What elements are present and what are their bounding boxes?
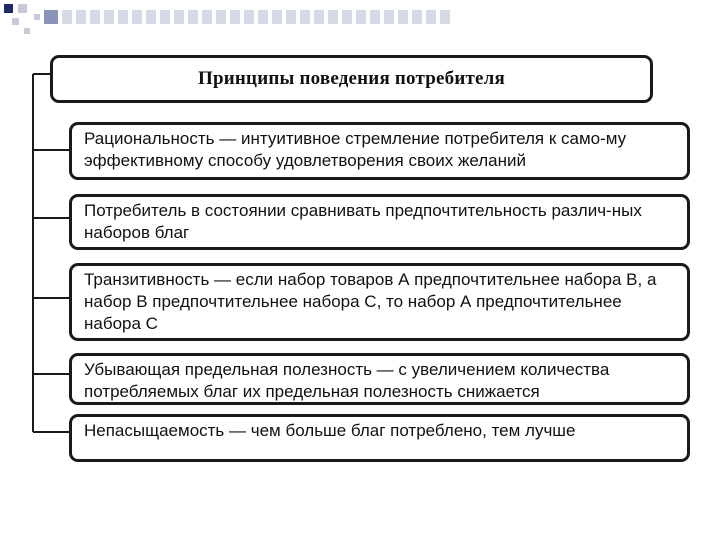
deco-square-light xyxy=(24,28,30,34)
principle-box-comparability xyxy=(69,194,690,250)
principle-text: Потребитель в состоянии сравнивать предпочтительность различ-ных наборов благ xyxy=(84,201,642,242)
diagram-title-box xyxy=(50,55,653,103)
principle-text: Рациональность — интуитивное стремление потребителя к само-му эффективному способу удовлетворения своих желаний xyxy=(84,129,627,170)
diagram-title: Принципы поведения потребителя xyxy=(198,68,505,89)
deco-square-dark xyxy=(4,4,13,13)
principle-box-diminishing-utility xyxy=(69,353,690,405)
principle-box-transitivity xyxy=(69,263,690,341)
principle-box-rationality xyxy=(69,122,690,180)
principle-text: Непасыщаемость — чем больше благ потреблено, тем лучше xyxy=(84,421,576,440)
principle-box-nonsatiation xyxy=(69,414,690,462)
deco-square-light xyxy=(34,14,40,20)
deco-square-light xyxy=(12,18,19,25)
deco-square-light xyxy=(18,4,27,13)
principle-text: Убывающая предельная полезность — с увеличением количества потребляемых благ их предельная полезность снижается xyxy=(84,360,610,401)
principle-text: Транзитивность — если набор товаров А предпочтительнее набора В, а набор В предпочтительнее набора С, то набор А предпочтительнее набора С xyxy=(84,270,657,333)
slide-decoration xyxy=(0,0,460,44)
deco-dashes xyxy=(44,10,450,24)
